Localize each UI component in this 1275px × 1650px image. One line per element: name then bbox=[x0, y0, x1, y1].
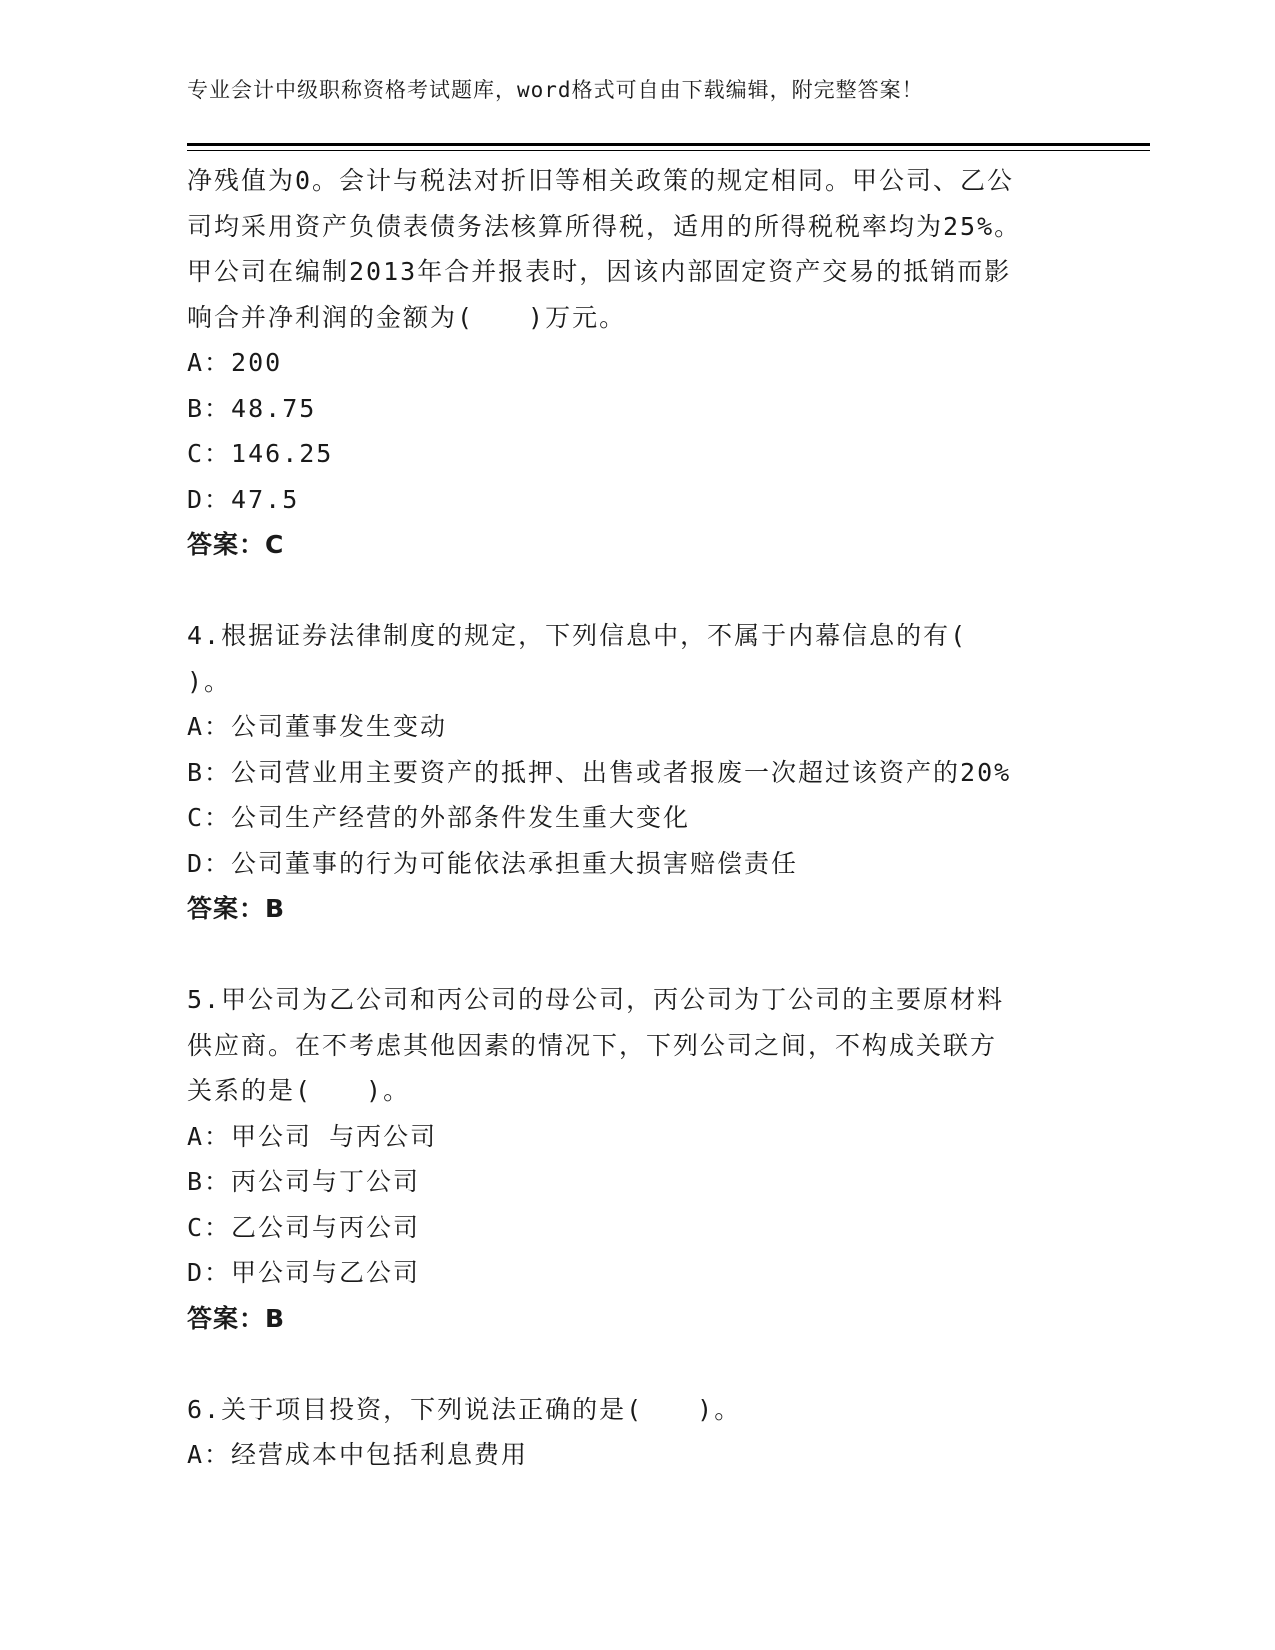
question-6-line-1: 6.关于项目投资，下列说法正确的是( )。 bbox=[187, 1394, 742, 1424]
question-3-line-2: 司均采用资产负债表债务法核算所得税，适用的所得税税率均为25%。 bbox=[187, 211, 1022, 241]
question-5-option-c: C：乙公司与丙公司 bbox=[187, 1212, 421, 1242]
question-3-option-b: B：48.75 bbox=[187, 393, 317, 423]
question-6-option-a: A：经营成本中包括利息费用 bbox=[187, 1440, 529, 1469]
document-body bbox=[187, 158, 1087, 1478]
spacer bbox=[187, 932, 1087, 978]
question-5-line-1: 5.甲公司为乙公司和丙公司的母公司，丙公司为丁公司的主要原材料 bbox=[187, 985, 1005, 1014]
question-6 bbox=[187, 1387, 1087, 1478]
spacer bbox=[187, 1341, 1087, 1387]
question-5-option-b: B：丙公司与丁公司 bbox=[187, 1167, 421, 1196]
question-4-option-d: D：公司董事的行为可能依法承担重大损害赔偿责任 bbox=[187, 848, 799, 878]
question-5-line-3: 关系的是( )。 bbox=[187, 1076, 411, 1105]
question-4-option-b: B：公司营业用主要资产的抵押、出售或者报废一次超过该资产的20% bbox=[187, 757, 1012, 787]
spacer bbox=[187, 568, 1087, 614]
question-5-option-a: A：甲公司 与丙公司 bbox=[187, 1121, 438, 1151]
question-3-option-c: C：146.25 bbox=[187, 439, 334, 468]
question-4 bbox=[187, 613, 1087, 932]
question-3-line-1: 净残值为0。会计与税法对折旧等相关政策的规定相同。甲公司、乙公 bbox=[187, 166, 1015, 195]
question-4-line-2: )。 bbox=[187, 666, 232, 696]
page-header: 专业会计中级职称资格考试题库，word格式可自由下载编辑，附完整答案！ bbox=[187, 78, 924, 102]
question-5-option-d: D：甲公司与乙公司 bbox=[187, 1258, 421, 1287]
question-3-option-d: D：47.5 bbox=[187, 484, 300, 514]
question-3-line-3: 甲公司在编制2013年合并报表时，因该内部固定资产交易的抵销而影 bbox=[187, 257, 1012, 286]
question-4-answer: 答案：B bbox=[187, 894, 286, 923]
question-5 bbox=[187, 977, 1087, 1341]
question-3-line-4: 响合并净利润的金额为( )万元。 bbox=[187, 302, 627, 332]
question-5-answer: 答案：B bbox=[187, 1303, 286, 1333]
question-4-option-c: C：公司生产经营的外部条件发生重大变化 bbox=[187, 803, 691, 832]
question-3-option-a: A：200 bbox=[187, 348, 283, 377]
question-3 bbox=[187, 158, 1087, 568]
question-5-line-2: 供应商。在不考虑其他因素的情况下，下列公司之间，不构成关联方 bbox=[187, 1030, 998, 1060]
question-3-answer: 答案：C bbox=[187, 530, 285, 559]
header-rule bbox=[187, 143, 1150, 151]
question-4-option-a: A：公司董事发生变动 bbox=[187, 712, 448, 741]
question-4-line-1: 4.根据证券法律制度的规定，下列信息中，不属于内幕信息的有( bbox=[187, 621, 968, 650]
